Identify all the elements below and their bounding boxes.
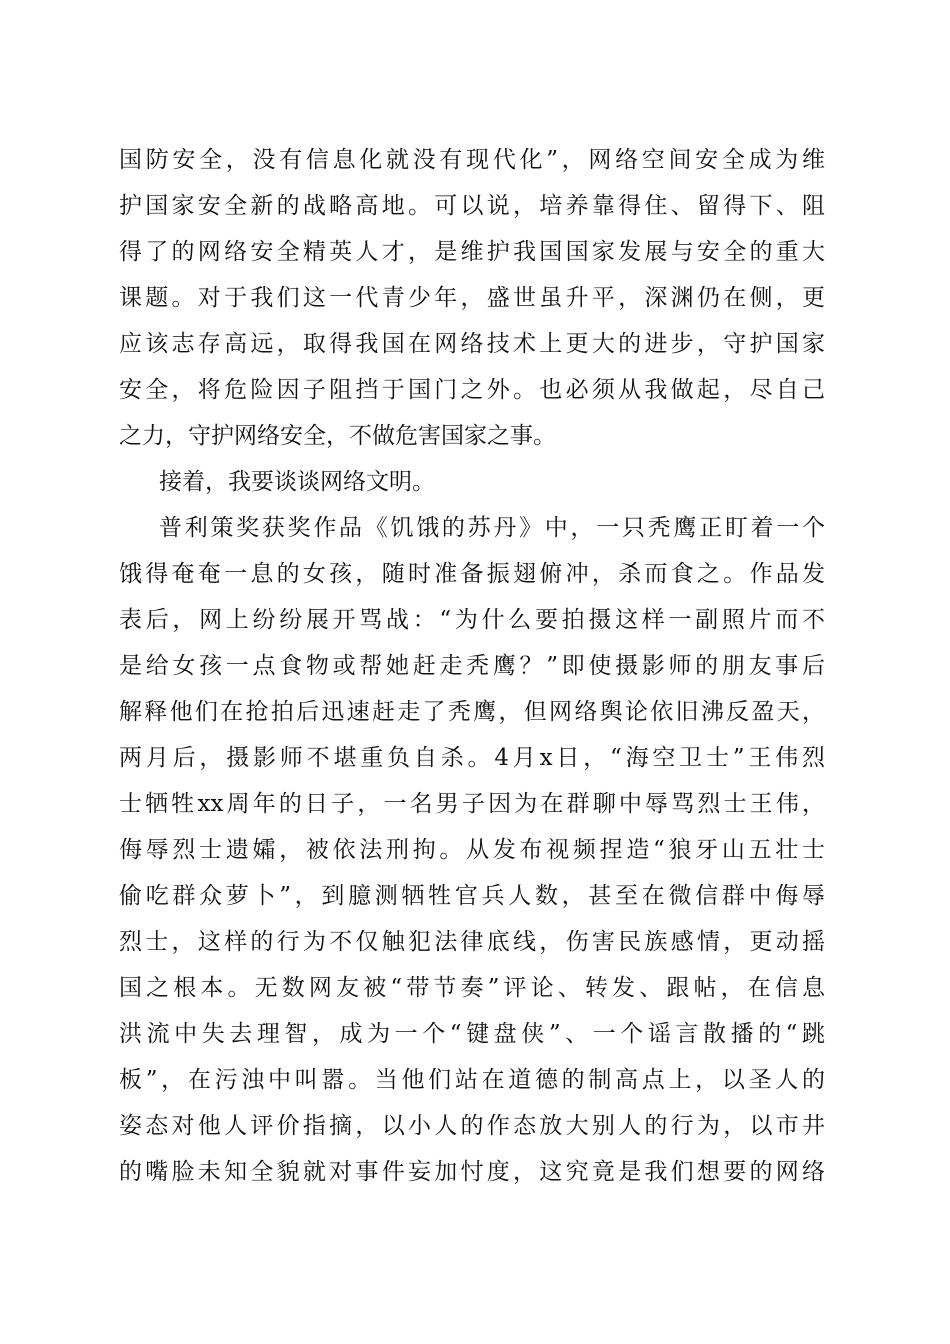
- text-line: 国防安全，没有信息化就没有现代化”，网络空间安全成为维: [119, 147, 825, 173]
- text-line: 解释他们在抢拍后迅速赶走了秃鹰，但网络舆论依旧沸反盈天，: [119, 699, 825, 725]
- text-line: 士牺牲xx周年的日子，一名男子因为在群聊中辱骂烈士王伟，: [119, 791, 825, 817]
- text-line: 护国家安全新的战略高地。可以说，培养靠得住、留得下、阻: [119, 193, 825, 219]
- text-line: 应该志存高远，取得我国在网络技术上更大的进步，守护国家: [119, 331, 825, 357]
- text-line: 国之根本。无数网友被“带节奏”评论、转发、跟帖，在信息: [119, 975, 825, 1001]
- text-line: 两月后，摄影师不堪重负自杀。4月x日，“海空卫士”王伟烈: [119, 745, 825, 771]
- text-line: 表后，网上纷纷展开骂战：“为什么要拍摄这样一副照片而不: [119, 607, 825, 633]
- text-line: 安全，将危险因子阻挡于国门之外。也必须从我做起，尽自己: [119, 377, 825, 403]
- paragraph-heading-line: 接着，我要谈谈网络文明。: [159, 469, 435, 495]
- text-line: 普利策奖获奖作品《饥饿的苏丹》中，一只秃鹰正盯着一个: [159, 515, 825, 541]
- text-line: 偷吃群众萝卜”，到臆测牺牲官兵人数，甚至在微信群中侮辱: [119, 883, 825, 909]
- text-line: 烈士，这样的行为不仅触犯法律底线，伤害民族感情，更动摇: [119, 929, 825, 955]
- text-line: 的嘴脸未知全貌就对事件妄加忖度，这究竟是我们想要的网络: [119, 1159, 825, 1185]
- text-line: 姿态对他人评价指摘，以小人的作态放大别人的行为，以市井: [119, 1113, 825, 1139]
- text-line: 板”，在污浊中叫嚣。当他们站在道德的制高点上，以圣人的: [119, 1067, 825, 1093]
- text-line: 之力，守护网络安全，不做危害国家之事。: [119, 423, 556, 449]
- text-line: 课题。对于我们这一代青少年，盛世虽升平，深渊仍在侧，更: [119, 285, 825, 311]
- text-line: 饿得奄奄一息的女孩，随时准备振翅俯冲，杀而食之。作品发: [119, 561, 825, 587]
- text-line: 是给女孩一点食物或帮她赶走秃鹰？”即使摄影师的朋友事后: [119, 653, 825, 679]
- text-line: 侮辱烈士遗孀，被依法刑拘。从发布视频捏造“狼牙山五壮士: [119, 837, 825, 863]
- text-line: 得了的网络安全精英人才，是维护我国国家发展与安全的重大: [119, 239, 825, 265]
- text-line: 洪流中失去理智，成为一个“键盘侠”、一个谣言散播的“跳: [119, 1021, 825, 1047]
